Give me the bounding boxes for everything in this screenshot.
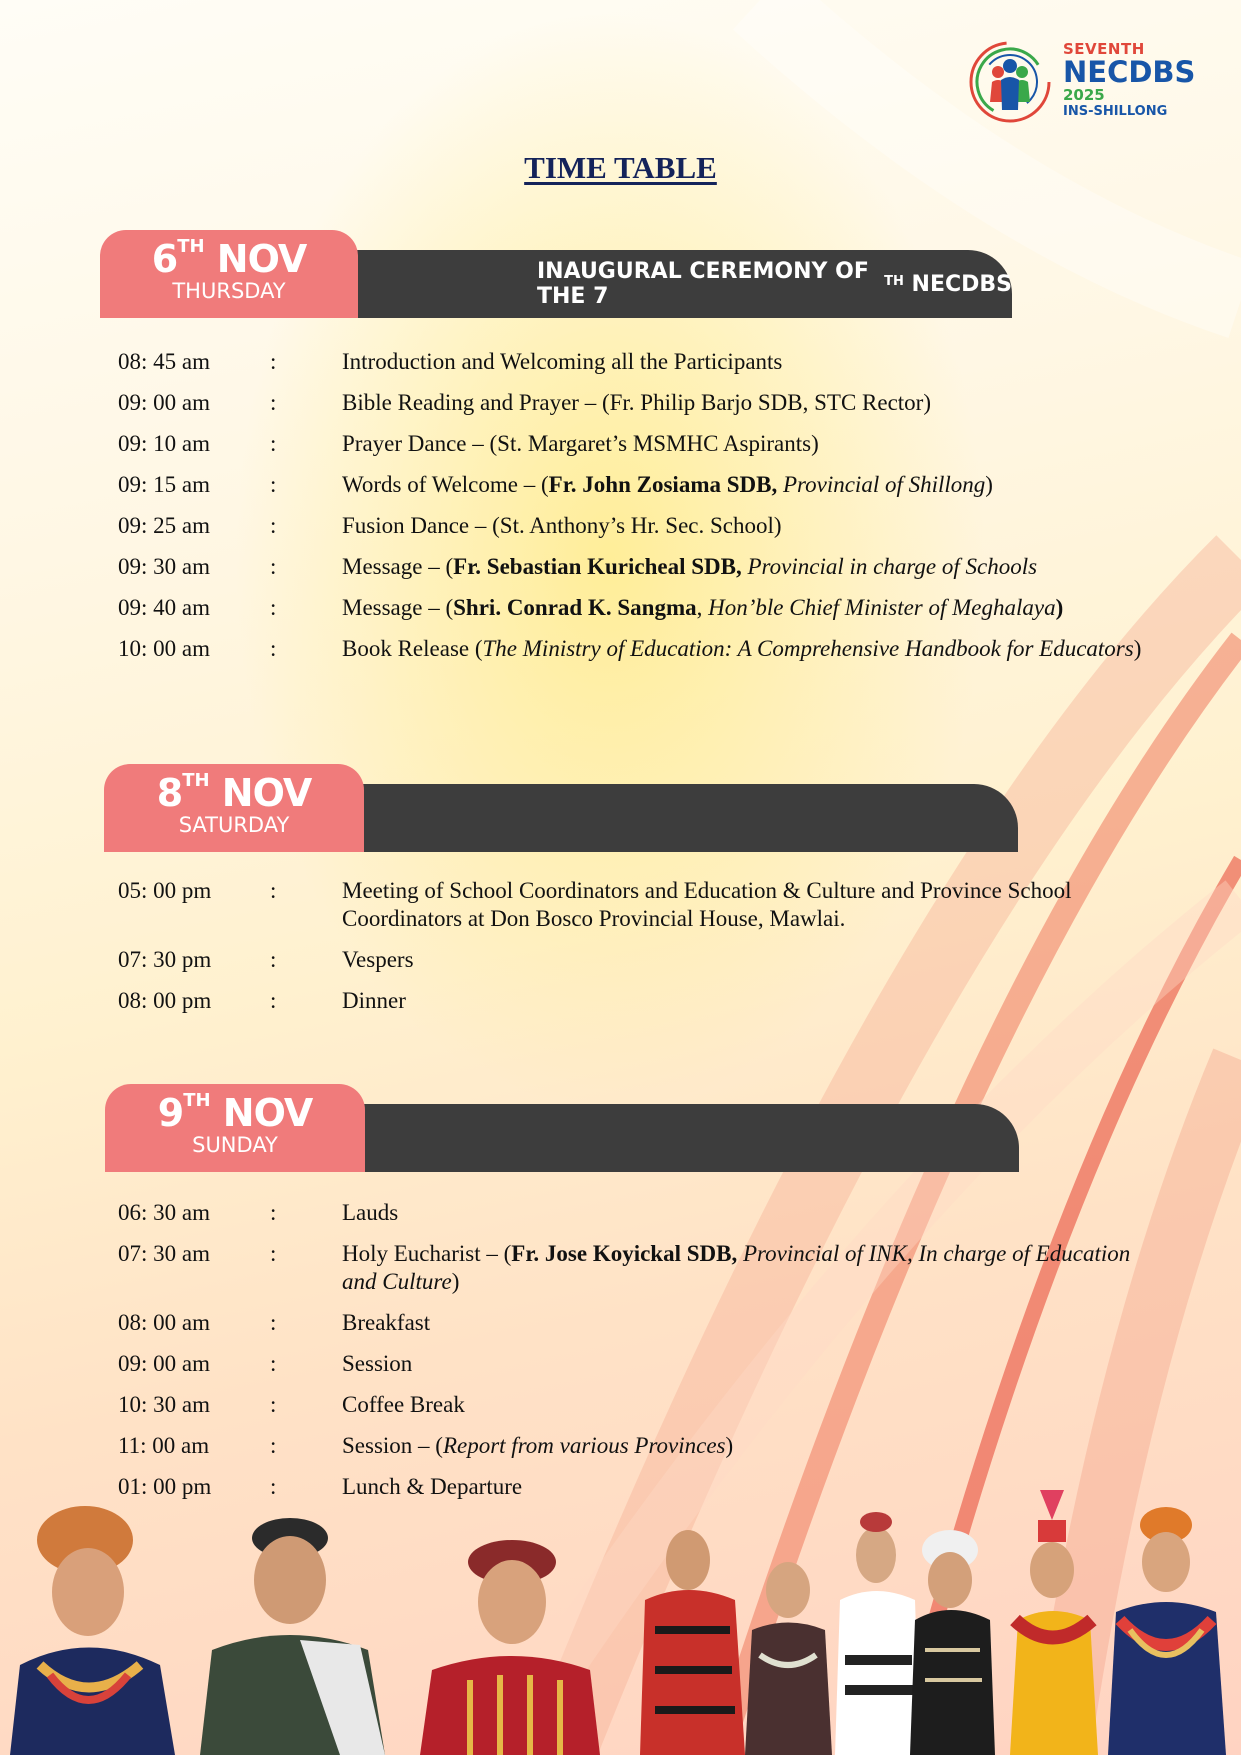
entry-time: 07: 30 pm — [118, 947, 212, 972]
entry-time: 09: 25 am — [118, 513, 210, 538]
entry-separator: : — [270, 1474, 277, 1499]
entry-time: 09: 10 am — [118, 431, 210, 456]
entry-time: 08: 00 pm — [118, 988, 212, 1013]
person-figure — [10, 1506, 175, 1755]
schedule-row — [118, 1309, 1148, 1337]
person-figure — [1108, 1507, 1226, 1755]
person-figure — [200, 1518, 385, 1755]
speaker-role: Provincial in charge of Schools — [747, 554, 1038, 579]
logo-line-location: INS-SHILLONG — [1063, 104, 1168, 119]
entry-separator: : — [270, 1310, 277, 1335]
entry-description: Message – (Shri. Conrad K. Sangma, Hon’ble Chief Minister of Meghalaya) — [342, 595, 1064, 620]
entry-description: Session — [342, 1351, 413, 1376]
schedule-list-sunday — [118, 1199, 1148, 1514]
entry-time: 01: 00 pm — [118, 1474, 212, 1499]
schedule-row — [118, 553, 1148, 581]
entry-description: Fusion Dance – (St. Anthony’s Hr. Sec. School) — [342, 513, 782, 538]
day-header-sunday — [105, 1084, 1019, 1174]
schedule-row — [118, 512, 1148, 540]
day-header-thursday — [100, 230, 1012, 320]
logo-line-year: 2025 — [1063, 86, 1105, 104]
day-number: 6 — [151, 237, 178, 281]
speaker-role: Hon’ble Chief Minister of Meghalaya — [708, 595, 1056, 620]
entry-time: 11: 00 am — [118, 1433, 210, 1458]
entry-time: 07: 30 am — [118, 1241, 210, 1266]
person-figure — [835, 1512, 920, 1755]
speaker-role: Provincial of INK, In charge of Education and Culture — [342, 1241, 1131, 1294]
entry-description: Lunch & Departure — [342, 1474, 523, 1499]
day-ordinal: TH — [183, 1090, 211, 1112]
day-weekday: THURSDAY — [172, 279, 286, 303]
entry-separator: : — [270, 1200, 277, 1225]
entry-separator: : — [270, 349, 277, 374]
entry-separator: : — [270, 595, 277, 620]
entry-description: Bible Reading and Prayer – (Fr. Philip Barjo SDB, STC Rector) — [342, 390, 932, 415]
schedule-row — [118, 1391, 1148, 1419]
entry-separator: : — [270, 472, 277, 497]
schedule-row — [118, 877, 1148, 933]
entry-description: Book Release (The Ministry of Education: A Comprehensive Handbook for Educators) — [342, 636, 1142, 661]
book-title: The Ministry of Education: A Comprehensive Handbook for Educators — [482, 636, 1134, 661]
schedule-row — [118, 389, 1148, 417]
entry-time: 08: 45 am — [118, 349, 210, 374]
speaker-name: Fr. John Zosiama SDB, — [548, 472, 778, 497]
entry-time: 09: 00 am — [118, 1351, 210, 1376]
page-title: TIME TABLE — [524, 150, 717, 185]
schedule-row — [118, 594, 1148, 622]
person-figure — [910, 1530, 995, 1755]
schedule-row — [118, 1432, 1148, 1460]
day-header-saturday — [104, 764, 1018, 854]
entry-separator: : — [270, 1241, 277, 1266]
schedule-row — [118, 471, 1148, 499]
speaker-role: Provincial of Shillong — [782, 472, 986, 497]
entry-description: Words of Welcome – (Fr. John Zosiama SDB, Provincial of Shillong) — [342, 472, 993, 497]
day-month: NOV — [222, 1091, 313, 1135]
entry-separator: : — [270, 431, 277, 456]
entry-description: Vespers — [342, 947, 414, 972]
entry-description: Message – (Fr. Sebastian Kuricheal SDB, Provincial in charge of Schools — [342, 554, 1038, 579]
schedule-row — [118, 1240, 1148, 1296]
speaker-name: Fr. Jose Koyickal SDB, — [511, 1241, 738, 1266]
traditional-attire-photo — [0, 1480, 1241, 1755]
entry-description: Meeting of School Coordinators and Education & Culture and Province School Coordinators at Don Bosco Provincial House, Mawlai. — [342, 878, 1072, 931]
day-badge — [100, 230, 358, 318]
speaker-name: Shri. Conrad K. Sangma — [453, 595, 697, 620]
session-topic: Report from various Provinces — [442, 1433, 726, 1458]
day-number: 9 — [157, 1091, 184, 1135]
schedule-list-thursday — [118, 348, 1148, 676]
banner-title: INAUGURAL CEREMONY OF THE 7 — [537, 259, 869, 309]
entry-description: Session – (Report from various Provinces) — [342, 1433, 734, 1458]
entry-description: Holy Eucharist – (Fr. Jose Koyickal SDB, Provincial of INK, In charge of Education and Culture) — [342, 1241, 1131, 1294]
entry-time: 09: 30 am — [118, 554, 210, 579]
entry-time: 09: 15 am — [118, 472, 210, 497]
day-banner — [250, 250, 1012, 318]
schedule-row — [118, 348, 1148, 376]
person-figure — [745, 1562, 832, 1755]
schedule-row — [118, 987, 1148, 1015]
day-weekday: SATURDAY — [178, 813, 290, 837]
entry-separator: : — [270, 554, 277, 579]
entry-description: Breakfast — [342, 1310, 431, 1335]
entry-separator: : — [270, 1351, 277, 1376]
schedule-row — [118, 946, 1148, 974]
person-figure — [640, 1530, 745, 1755]
schedule-list-saturday — [118, 877, 1148, 1028]
entry-description: Dinner — [342, 988, 406, 1013]
entry-separator: : — [270, 988, 277, 1013]
entry-separator: : — [270, 390, 277, 415]
entry-time: 09: 00 am — [118, 390, 210, 415]
logo-line-necdbs: NECDBS — [1063, 55, 1196, 89]
day-banner — [255, 1104, 1019, 1172]
banner-ordinal: TH — [884, 273, 904, 289]
day-ordinal: TH — [182, 770, 210, 792]
entry-time: 08: 00 am — [118, 1310, 210, 1335]
schedule-row — [118, 1199, 1148, 1227]
entry-time: 06: 30 am — [118, 1200, 210, 1225]
entry-separator: : — [270, 878, 277, 903]
entry-time: 05: 00 pm — [118, 878, 212, 903]
person-figure — [420, 1540, 600, 1755]
entry-separator: : — [270, 1392, 277, 1417]
banner-title-tail: NECDBS — [911, 271, 1012, 297]
day-month: NOV — [216, 237, 307, 281]
entry-separator: : — [270, 947, 277, 972]
entry-separator: : — [270, 1433, 277, 1458]
event-logo — [968, 38, 1208, 128]
schedule-row — [118, 430, 1148, 458]
speaker-name: Fr. Sebastian Kuricheal SDB, — [453, 554, 742, 579]
schedule-row — [118, 1350, 1148, 1378]
entry-time: 09: 40 am — [118, 595, 210, 620]
entry-separator: : — [270, 513, 277, 538]
schedule-row — [118, 635, 1148, 663]
entry-description: Coffee Break — [342, 1392, 465, 1417]
entry-time: 10: 30 am — [118, 1392, 210, 1417]
entry-description: Lauds — [342, 1200, 399, 1225]
day-ordinal: TH — [177, 236, 205, 258]
entry-description: Introduction and Welcoming all the Participants — [342, 349, 783, 374]
person-figure — [1010, 1490, 1098, 1755]
day-weekday: SUNDAY — [192, 1133, 278, 1157]
day-badge — [104, 764, 364, 852]
logo-line-seventh: SEVENTH — [1063, 40, 1145, 58]
day-badge — [105, 1084, 365, 1172]
entry-time: 10: 00 am — [118, 636, 210, 661]
entry-separator: : — [270, 636, 277, 661]
entry-description: Prayer Dance – (St. Margaret’s MSMHC Aspirants) — [342, 431, 819, 456]
logo-people-icon — [968, 40, 1052, 124]
day-banner — [254, 784, 1018, 852]
day-month: NOV — [221, 771, 312, 815]
day-number: 8 — [156, 771, 183, 815]
